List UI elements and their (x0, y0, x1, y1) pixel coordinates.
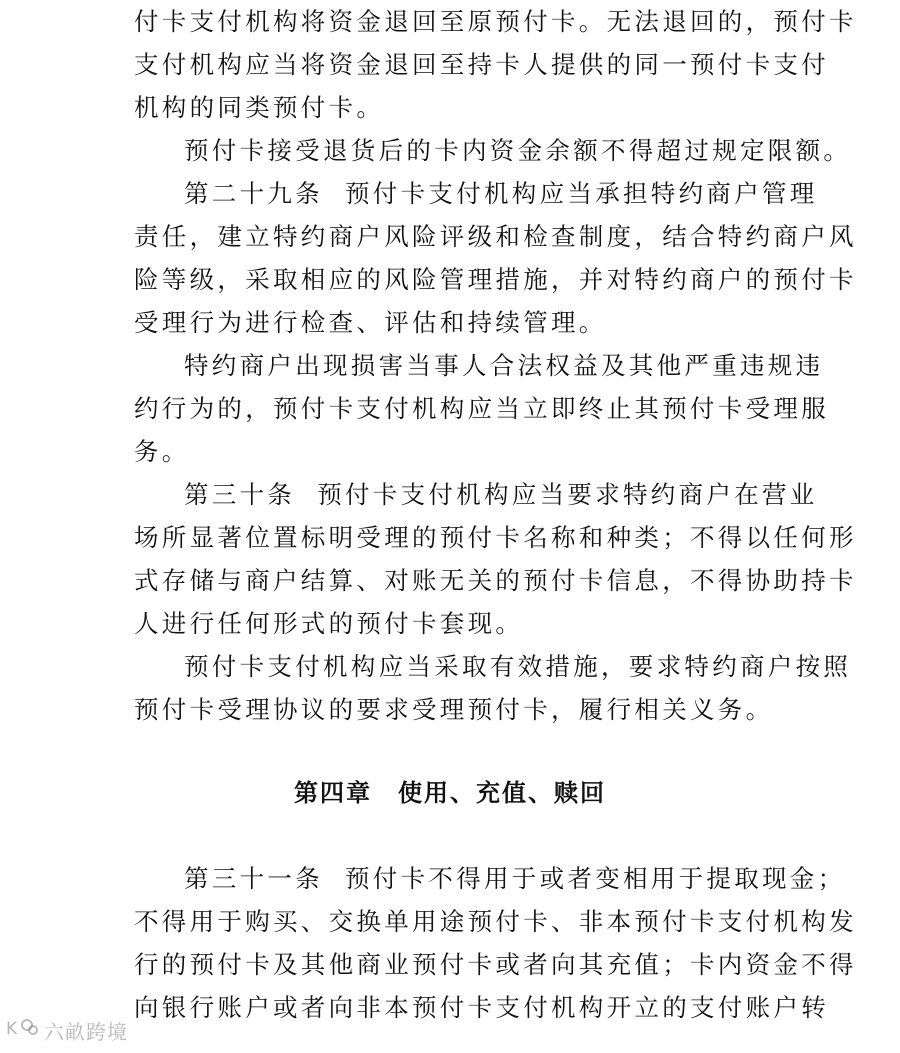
article-30-first-line (184, 478, 818, 512)
article-number: 第三十条 (184, 480, 296, 509)
text-line: 险等级，采取相应的风险管理措施，并对特约商户的预付卡 (134, 265, 857, 294)
article-number: 第三十一条 (184, 864, 323, 893)
chapter-title: 使用、充值、赎回 (398, 779, 606, 807)
text-span: 预付卡支付机构应当承担特约商户管理 (345, 179, 818, 208)
text-line: 预付卡受理协议的要求受理预付卡，履行相关义务。 (134, 695, 774, 724)
text-line: 人进行任何形式的预付卡套现。 (134, 609, 524, 638)
text-line: 支付机构应当将资金退回至持卡人提供的同一预付卡支付 (134, 50, 829, 79)
article-29-first-line (184, 177, 818, 211)
text-line: 式存储与商户结算、对账无关的预付卡信息，不得协助持卡 (134, 566, 857, 595)
text-span: 预付卡支付机构应当要求特约商户在营业 (317, 480, 818, 509)
watermark-text: 六畝跨境 (44, 1020, 128, 1044)
article-31-first-line (184, 862, 845, 896)
text-line: 机构的同类预付卡。 (134, 93, 385, 122)
text-line: 约行为的，预付卡支付机构应当立即终止其预付卡受理服 (134, 394, 829, 423)
svg-text:K: K (6, 1019, 19, 1039)
text-span: 预付卡不得用于或者变相用于提取现金； (345, 864, 846, 893)
text-line: 预付卡支付机构应当采取有效措施，要求特约商户按照 (184, 652, 852, 681)
text-line: 不得用于购买、交换单用途预付卡、非本预付卡支付机构发 (134, 907, 857, 936)
text-line: 向银行账户或者向非本预付卡支付机构开立的支付账户转 (134, 993, 829, 1022)
text-line: 特约商户出现损害当事人合法权益及其他严重违规违 (184, 351, 824, 380)
watermark (6, 1016, 128, 1045)
text-line: 预付卡接受退货后的卡内资金余额不得超过规定限额。 (184, 136, 852, 165)
text-line: 受理行为进行检查、评估和持续管理。 (134, 308, 607, 337)
text-line: 付卡支付机构将资金退回至原预付卡。无法退回的，预付卡 (134, 7, 857, 36)
text-line: 行的预付卡及其他商业预付卡或者向其充值；卡内资金不得 (134, 950, 857, 979)
article-number: 第二十九条 (184, 179, 323, 208)
chapter-number: 第四章 (294, 779, 372, 807)
logo-icon (6, 1017, 44, 1044)
chapter-heading (0, 776, 900, 810)
text-line: 场所显著位置标明受理的预付卡名称和种类；不得以任何形 (134, 523, 857, 552)
text-line: 责任，建立特约商户风险评级和检查制度，结合特约商户风 (134, 222, 857, 251)
text-line: 务。 (134, 437, 190, 466)
